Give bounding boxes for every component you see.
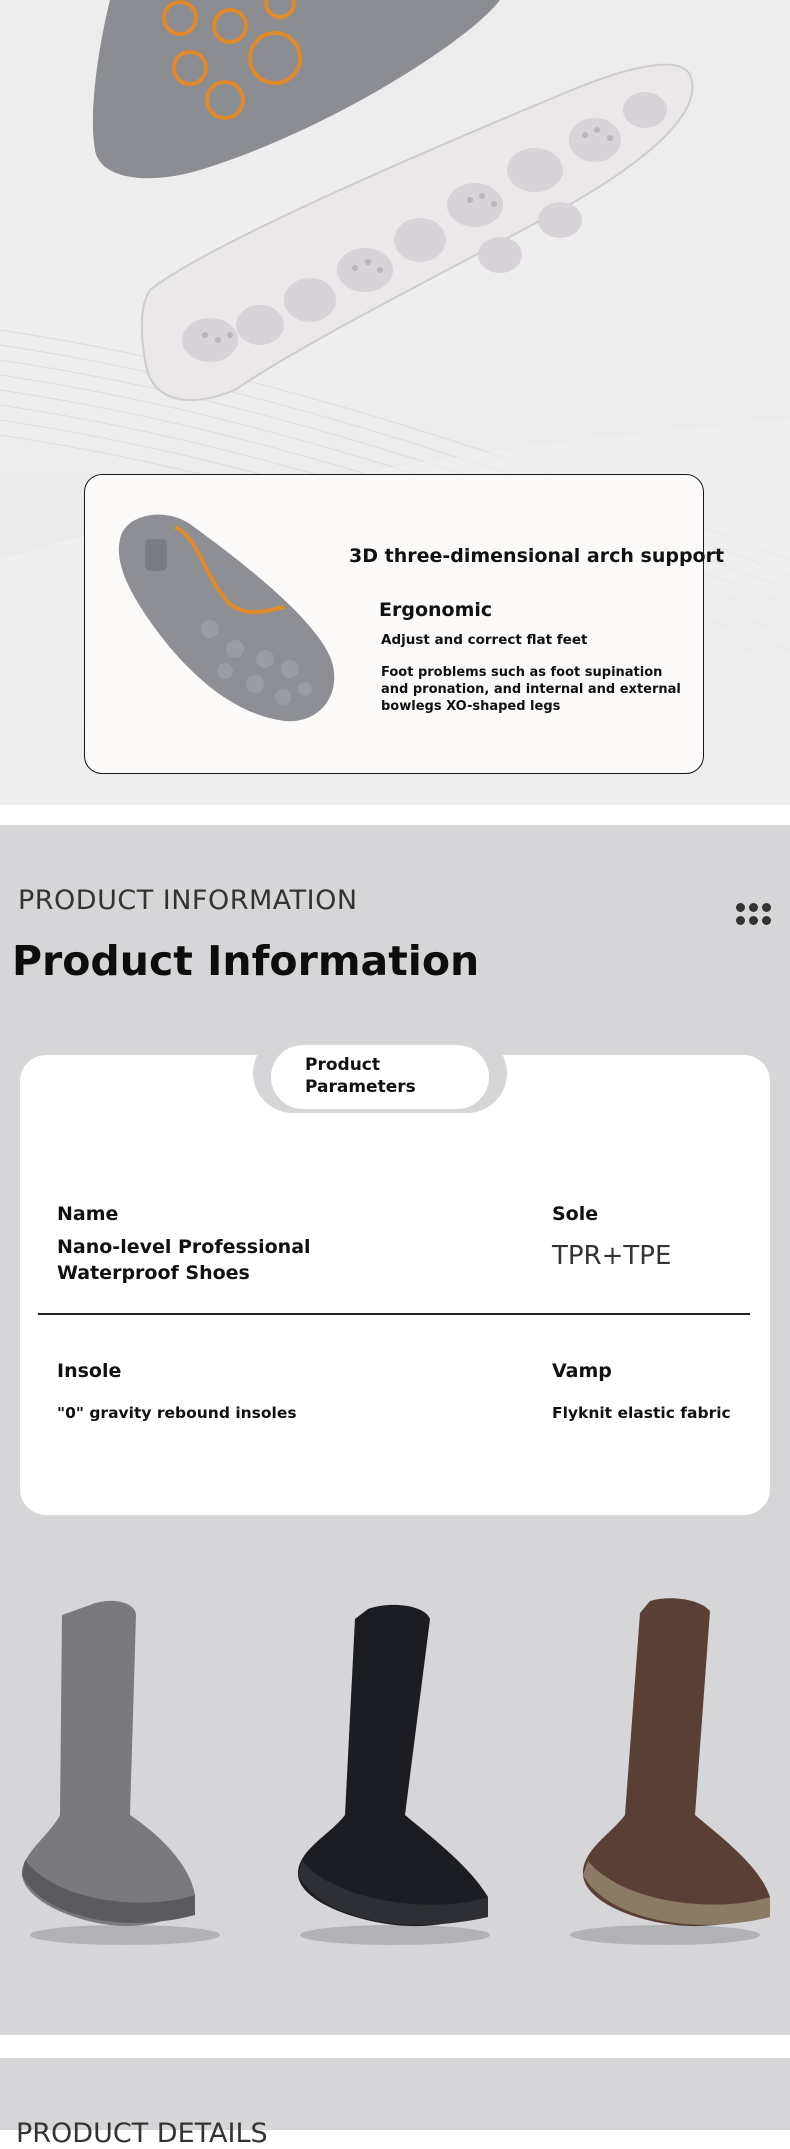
- divider: [38, 1313, 750, 1315]
- name-label: Name: [57, 1203, 119, 1225]
- card-title: 3D three-dimensional arch support: [349, 545, 725, 567]
- sole-label: Sole: [552, 1203, 599, 1225]
- card-point-2: Foot problems such as foot supination and pronation, and internal and external bowlegs XO-shaped legs: [381, 665, 681, 714]
- vamp-value: Flyknit elastic fabric: [552, 1404, 731, 1422]
- insole-arch-image: [105, 509, 350, 739]
- vamp-label: Vamp: [552, 1360, 612, 1382]
- card-subtitle: Ergonomic: [379, 599, 493, 621]
- product-information-section: [0, 825, 790, 2035]
- shoe-grey: [22, 1601, 220, 1945]
- arch-support-card: [84, 474, 725, 774]
- product-details-section: [0, 2058, 790, 2149]
- card-point-1: Adjust and correct flat feet: [381, 632, 588, 648]
- details-eyebrow: PRODUCT DETAILS: [16, 2118, 268, 2149]
- insole-label: Insole: [57, 1360, 122, 1382]
- shoe-black: [298, 1605, 490, 1945]
- insole-value: "0" gravity rebound insoles: [57, 1404, 297, 1422]
- parameters-tab: [253, 1033, 507, 1113]
- name-value: Nano-level Professional Waterproof Shoes: [57, 1236, 311, 1284]
- shoe-brown: [570, 1598, 770, 1945]
- dots-icon: [736, 903, 772, 927]
- sole-value: TPR+TPE: [552, 1241, 672, 1271]
- parameters-tab-label: Product Parameters: [305, 1055, 416, 1098]
- section-eyebrow: PRODUCT INFORMATION: [18, 885, 358, 916]
- shoe-colors-image: [0, 1595, 790, 1985]
- section-heading: Product Information: [12, 937, 480, 985]
- insole-hero: [0, 0, 790, 805]
- parameters-card: [20, 1055, 770, 1515]
